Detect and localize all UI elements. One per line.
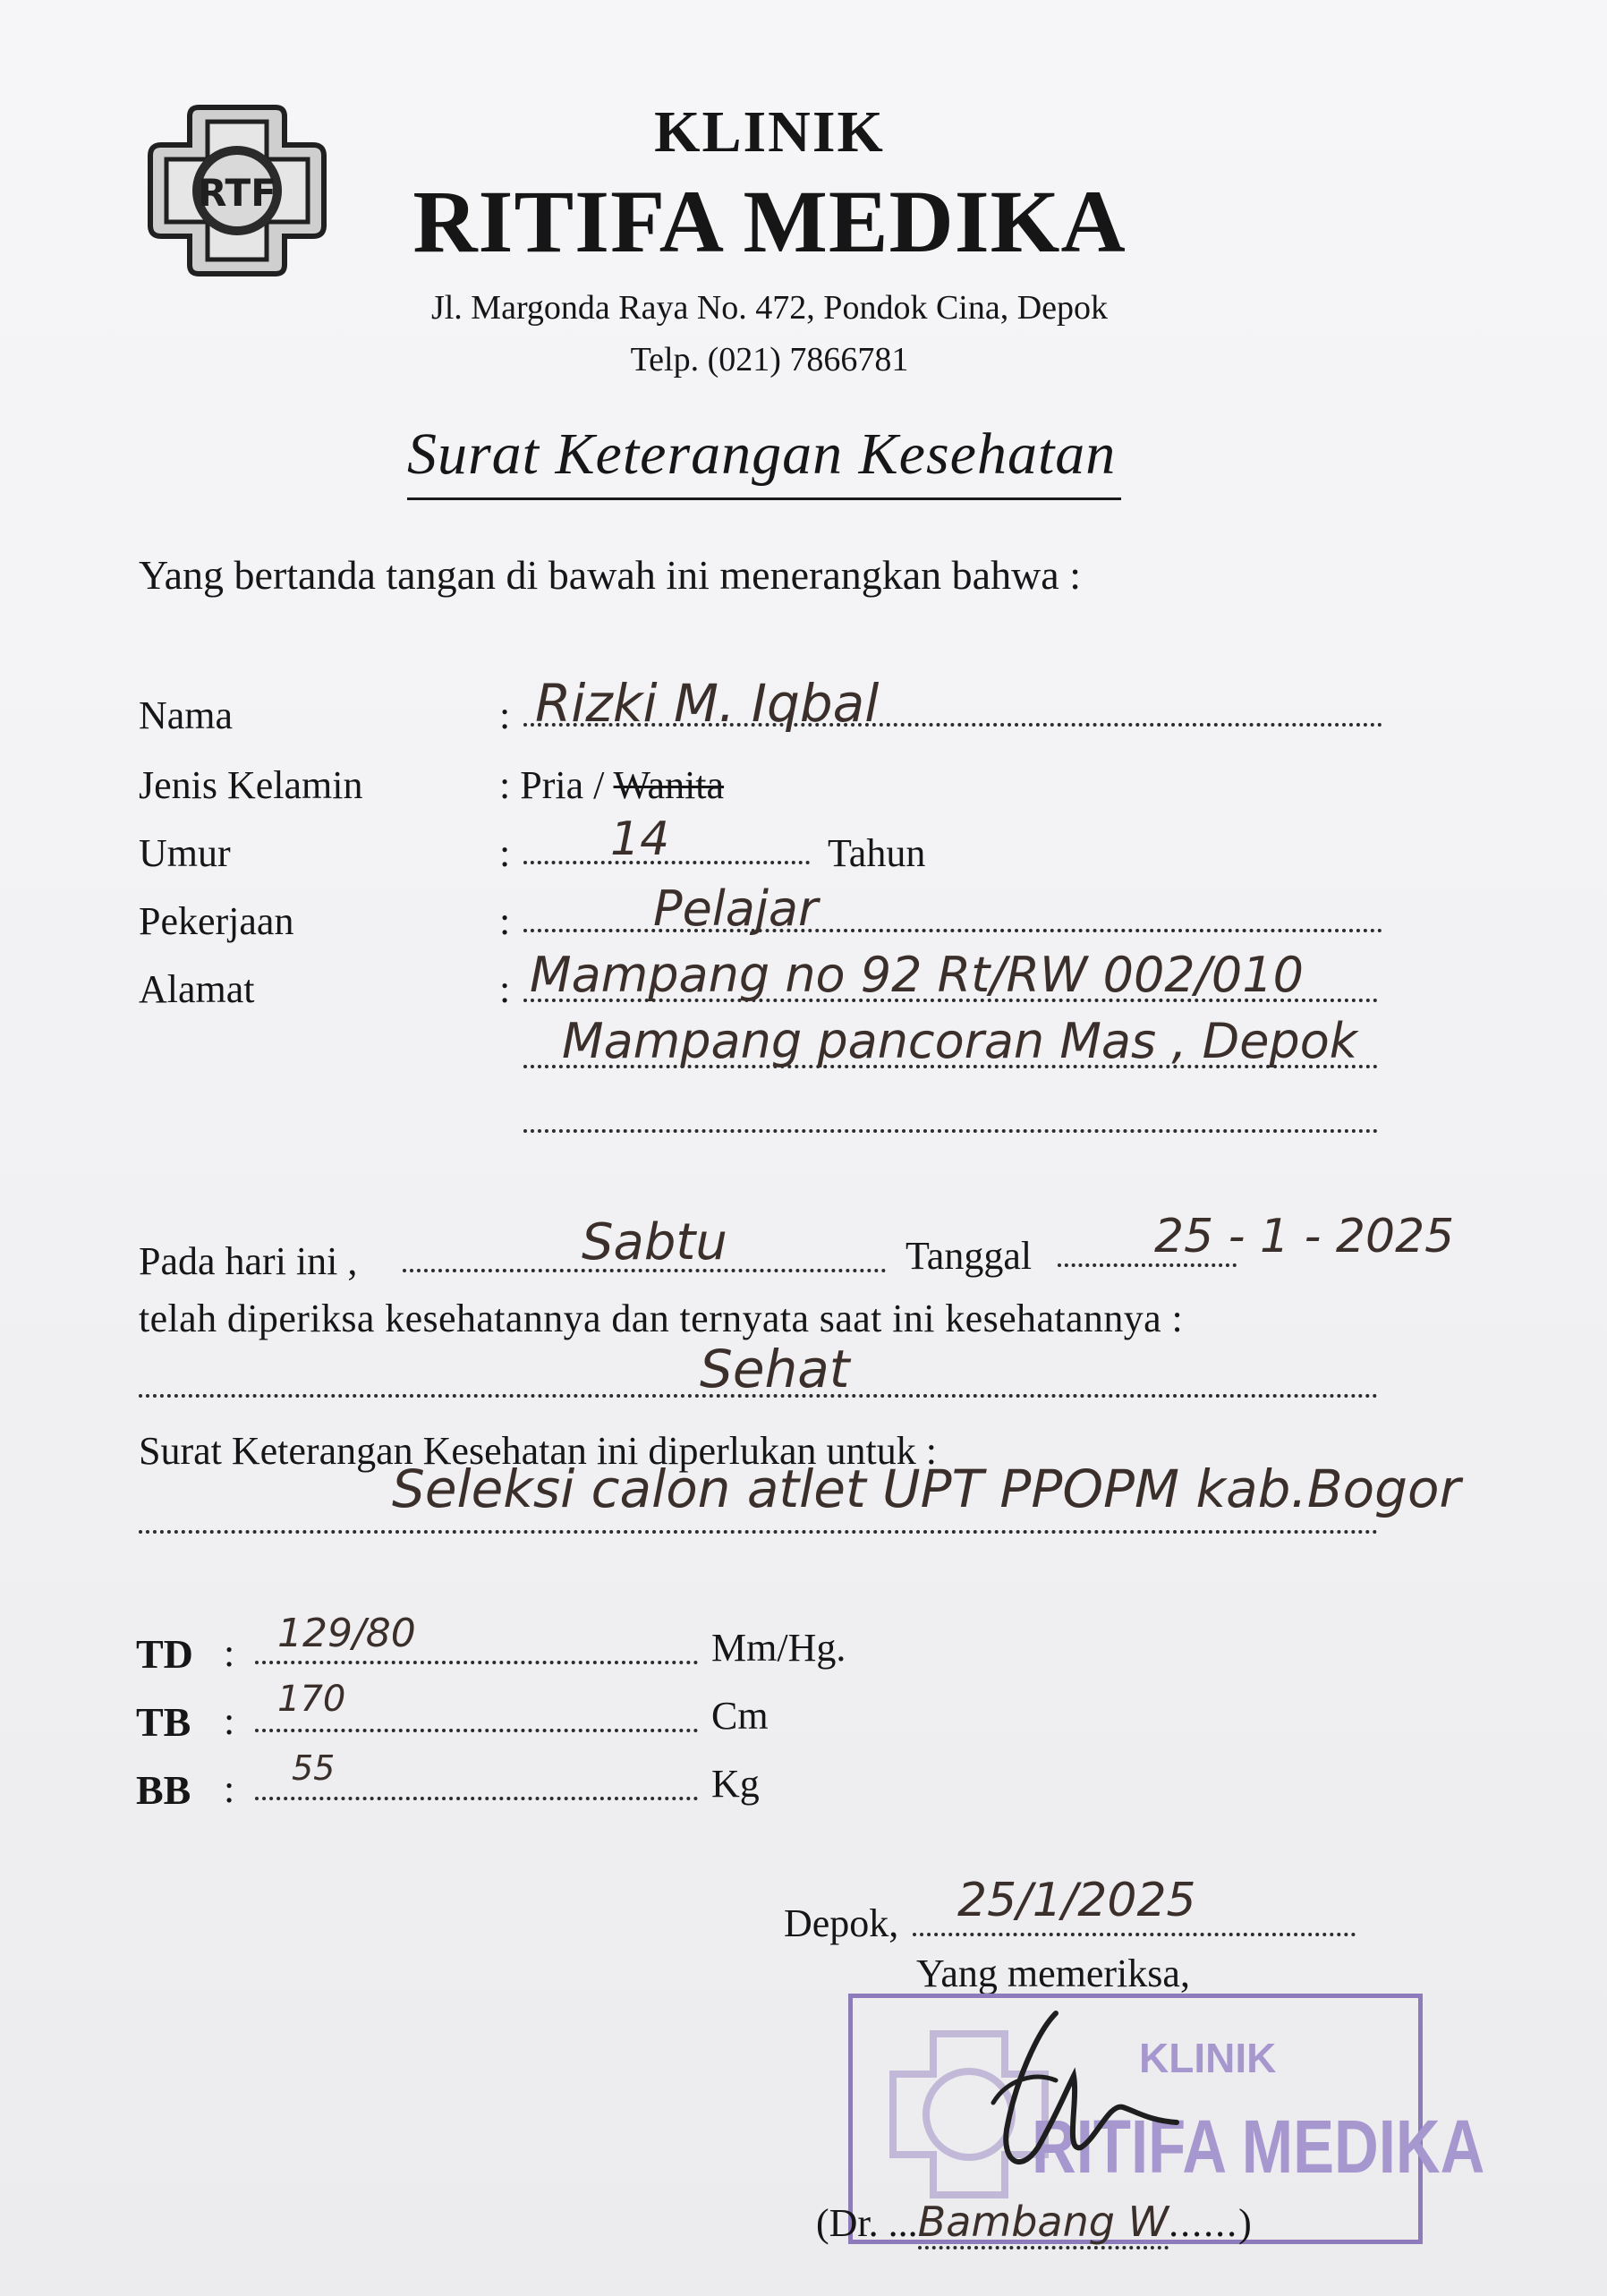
vital-tb-unit: Cm bbox=[711, 1694, 769, 1738]
pekerjaan-colon: : bbox=[499, 899, 511, 943]
purpose-dotted-line bbox=[139, 1530, 1378, 1534]
purpose-label: Surat Keterangan Kesehatan ini diperlukan untuk : bbox=[139, 1429, 937, 1473]
day-value: Sabtu bbox=[582, 1213, 727, 1271]
date-label: Tanggal bbox=[906, 1234, 1033, 1278]
umur-unit: Tahun bbox=[828, 831, 926, 875]
date-value: 25 - 1 - 2025 bbox=[1154, 1210, 1455, 1263]
jenis-kelamin-pria-text: : Pria / bbox=[499, 763, 614, 807]
vital-bb-value: 55 bbox=[292, 1748, 336, 1788]
statement-text: telah diperiksa kesehatannya dan ternyata saat ini kesehatannya : bbox=[139, 1297, 1184, 1340]
alamat-line-2: Mampang pancoran Mas , Depok bbox=[562, 1013, 1358, 1069]
pekerjaan-dotted-line bbox=[523, 929, 1382, 932]
nama-value: Rizki M. Iqbal bbox=[535, 673, 880, 734]
signature-date: 25/1/2025 bbox=[957, 1874, 1196, 1927]
jenis-kelamin-pria bbox=[499, 762, 724, 808]
doctor-suffix: ) bbox=[1238, 2201, 1252, 2245]
umur-colon: : bbox=[499, 831, 511, 875]
vital-bb-unit: Kg bbox=[711, 1762, 760, 1806]
intro-text: Yang bertanda tangan di bawah ini menerangkan bahwa : bbox=[139, 552, 1081, 598]
logo-monogram: RTF bbox=[198, 171, 276, 215]
pekerjaan-value: Pelajar bbox=[653, 880, 819, 937]
vital-td-value: 129/80 bbox=[277, 1611, 416, 1656]
signature-date-dotted-line bbox=[913, 1933, 1356, 1936]
doctor-signature bbox=[931, 1995, 1181, 2201]
examiner-label: Yang memeriksa, bbox=[916, 1952, 1190, 1995]
stamp-clinic-name: RITIFA MEDIKA bbox=[1032, 2105, 1485, 2189]
signature-place: Depok, bbox=[784, 1901, 899, 1945]
date-dotted-line bbox=[1058, 1263, 1237, 1267]
vital-tb-dotted-line bbox=[255, 1729, 698, 1732]
vital-td-unit: Mm/Hg. bbox=[711, 1626, 846, 1670]
umur-label: Umur bbox=[139, 831, 231, 875]
clinic-address: Jl. Margonda Raya No. 472, Pondok Cina, Depok bbox=[430, 289, 1109, 327]
clinic-label: KLINIK bbox=[654, 99, 885, 165]
vital-tb-value: 170 bbox=[277, 1679, 346, 1720]
vital-td-label: TD bbox=[136, 1631, 193, 1677]
vital-tb-label: TB bbox=[136, 1699, 191, 1745]
title-underline bbox=[407, 497, 1121, 500]
alamat-colon: : bbox=[499, 967, 511, 1011]
purpose-value: Seleksi calon atlet UPT PPOPM kab.Bogor bbox=[392, 1458, 1461, 1519]
vital-tb-colon: : bbox=[224, 1699, 235, 1743]
alamat-label: Alamat bbox=[139, 967, 255, 1011]
alamat-line-1: Mampang no 92 Rt/RW 002/010 bbox=[530, 947, 1304, 1003]
stamp-clinic-label: KLINIK bbox=[1139, 2035, 1277, 2081]
alamat-dotted-line-3 bbox=[523, 1129, 1378, 1133]
doctor-prefix: (Dr. ... bbox=[816, 2201, 918, 2245]
vital-bb-dotted-line bbox=[255, 1797, 698, 1800]
document-title: Surat Keterangan Kesehatan bbox=[407, 421, 1117, 487]
nama-colon: : bbox=[499, 693, 511, 737]
vital-bb-colon: : bbox=[224, 1767, 235, 1811]
clinic-phone: Telp. (021) 7866781 bbox=[630, 341, 909, 378]
vital-td-dotted-line bbox=[255, 1661, 698, 1664]
jenis-kelamin-label: Jenis Kelamin bbox=[139, 763, 363, 807]
vital-bb-label: BB bbox=[136, 1767, 191, 1813]
day-label: Pada hari ini , bbox=[139, 1239, 358, 1283]
nama-label: Nama bbox=[139, 693, 234, 737]
vital-td-colon: : bbox=[224, 1631, 235, 1675]
clinic-name: RITIFA MEDIKA bbox=[412, 172, 1127, 271]
result-value: Sehat bbox=[700, 1339, 850, 1399]
doctor-line: (Dr. ...Bambang W......) bbox=[816, 2198, 1252, 2246]
doctor-name: Bambang W bbox=[918, 2198, 1169, 2249]
pekerjaan-label: Pekerjaan bbox=[139, 899, 294, 943]
umur-value: 14 bbox=[610, 812, 670, 866]
jenis-kelamin-wanita-struck: Wanita bbox=[613, 763, 725, 807]
